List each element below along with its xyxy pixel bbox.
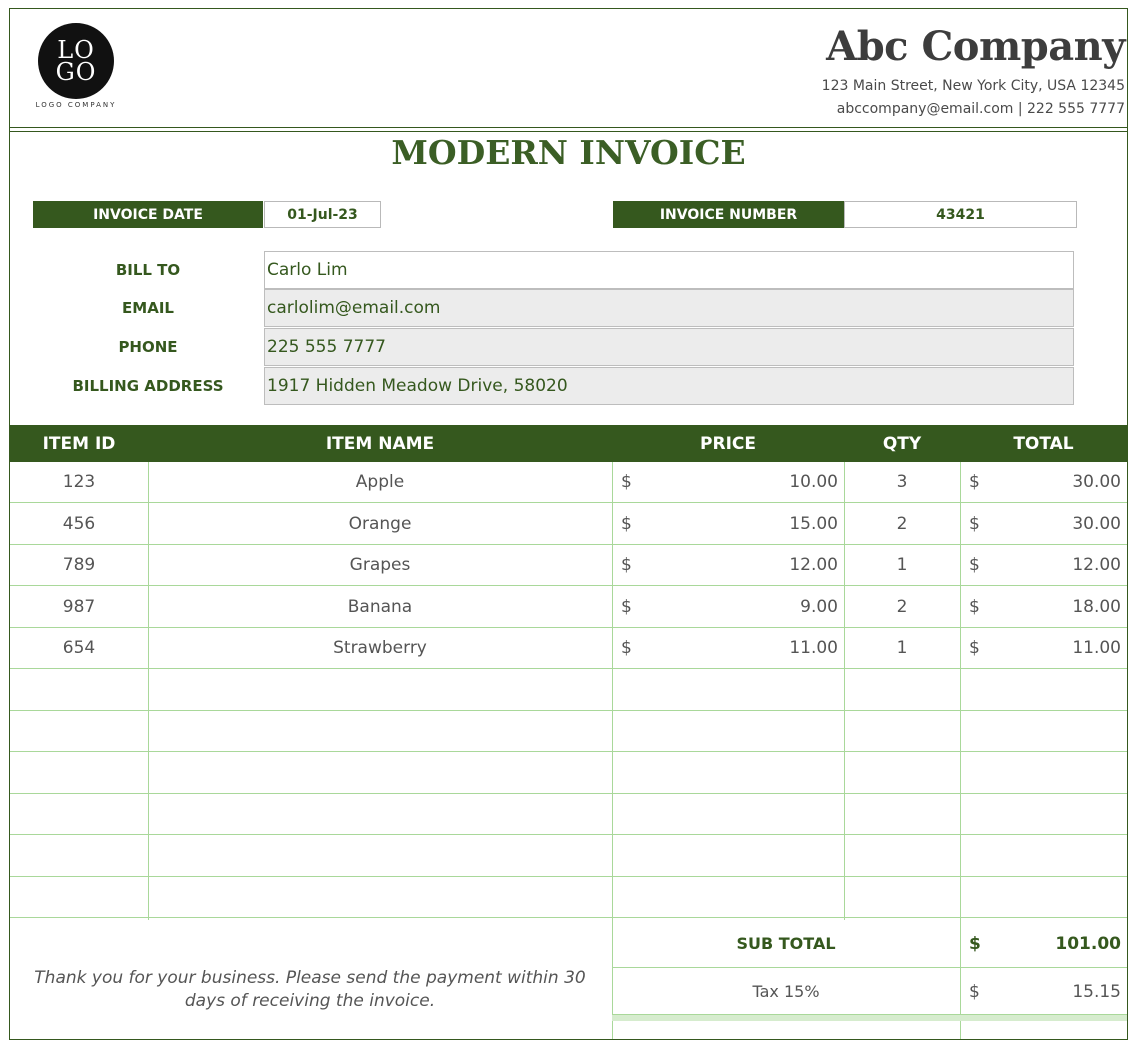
total-currency: $ [969,597,980,617]
invoice-date-field[interactable]: 01-Jul-23 [264,201,381,228]
total-cell: 18.00 [1072,597,1121,617]
logo-text-line2: GO [55,58,97,86]
price-cell: 10.00 [789,472,838,492]
col-header-total: TOTAL [1013,433,1074,454]
tax-value: 15.15 [1072,981,1121,1002]
items-table-header [10,425,1127,462]
thank-you-line1: Thank you for your business. Please send the payment within 30 [34,968,586,988]
col-header-item-name: ITEM NAME [325,433,435,454]
invoice-number-field[interactable]: 43421 [844,201,1077,228]
thank-you-line2: days of receiving the invoice. [184,991,436,1011]
item-id-cell: 123 [62,472,96,492]
item-name-cell: Banana [347,597,413,617]
col-header-qty: QTY [882,433,922,454]
header-divider [10,127,1127,132]
price-cell: 12.00 [789,555,838,575]
qty-cell: 3 [896,472,908,492]
item-name-cell: Apple [355,472,405,492]
price-cell: 11.00 [789,638,838,658]
item-id-cell: 789 [62,555,96,575]
total-currency: $ [969,555,980,575]
total-currency: $ [969,472,980,492]
company-address: 123 Main Street, New York City, USA 12345 [821,78,1125,94]
total-cell: 30.00 [1072,514,1121,534]
col-header-item-id: ITEM ID [42,433,116,454]
subtotal-currency: $ [969,933,981,954]
total-cell: 11.00 [1072,638,1121,658]
item-name-cell: Strawberry [333,638,427,658]
company-logo [38,23,114,99]
phone-label: PHONE [118,338,178,356]
billing-address-label: BILLING ADDRESS [72,377,224,395]
tax-currency: $ [969,981,980,1002]
bill-to-label: BILL TO [115,261,181,279]
item-name-cell: Grapes [349,555,411,575]
invoice-title: MODERN INVOICE [391,133,746,172]
invoice-date-label: INVOICE DATE [33,201,263,228]
item-id-cell: 987 [62,597,96,617]
logo-text-line1: LO [57,36,95,64]
total-currency: $ [969,514,980,534]
price-currency: $ [621,597,632,617]
price-currency: $ [621,472,632,492]
tax-row [612,968,1127,1016]
total-currency: $ [969,638,980,658]
total-cell: 12.00 [1072,555,1121,575]
price-currency: $ [621,638,632,658]
subtotal-label: SUB TOTAL [736,934,836,953]
company-contact: abccompany@email.com | 222 555 7777 [836,101,1125,117]
item-id-cell: 654 [62,638,96,658]
price-currency: $ [621,555,632,575]
qty-cell: 2 [896,514,908,534]
price-cell: 9.00 [800,597,838,617]
invoice-number-label: INVOICE NUMBER [613,201,844,228]
tax-label: Tax 15% [752,982,820,1001]
total-cell: 30.00 [1072,472,1121,492]
item-name-cell: Orange [348,514,412,534]
price-cell: 15.00 [789,514,838,534]
phone-field[interactable]: 225 555 7777 [264,328,1074,366]
item-id-cell: 456 [62,514,96,534]
qty-cell: 1 [896,555,908,575]
qty-cell: 1 [896,638,908,658]
grid-line [148,462,149,920]
subtotal-row [612,920,1127,968]
grid-line [844,462,845,920]
logo-caption: LOGO COMPANY [35,101,117,109]
bill-to-field[interactable]: Carlo Lim [264,251,1074,289]
price-currency: $ [621,514,632,534]
qty-cell: 2 [896,597,908,617]
invoice-sheet [9,8,1128,1040]
company-name: Abc Company [826,23,1125,70]
col-header-price: PRICE [700,433,756,454]
subtotal-value: 101.00 [1055,933,1121,954]
thank-you-note [20,967,600,1013]
email-field[interactable]: carlolim@email.com [264,289,1074,327]
email-label: EMAIL [122,299,174,317]
billing-address-field[interactable]: 1917 Hidden Meadow Drive, 58020 [264,367,1074,405]
